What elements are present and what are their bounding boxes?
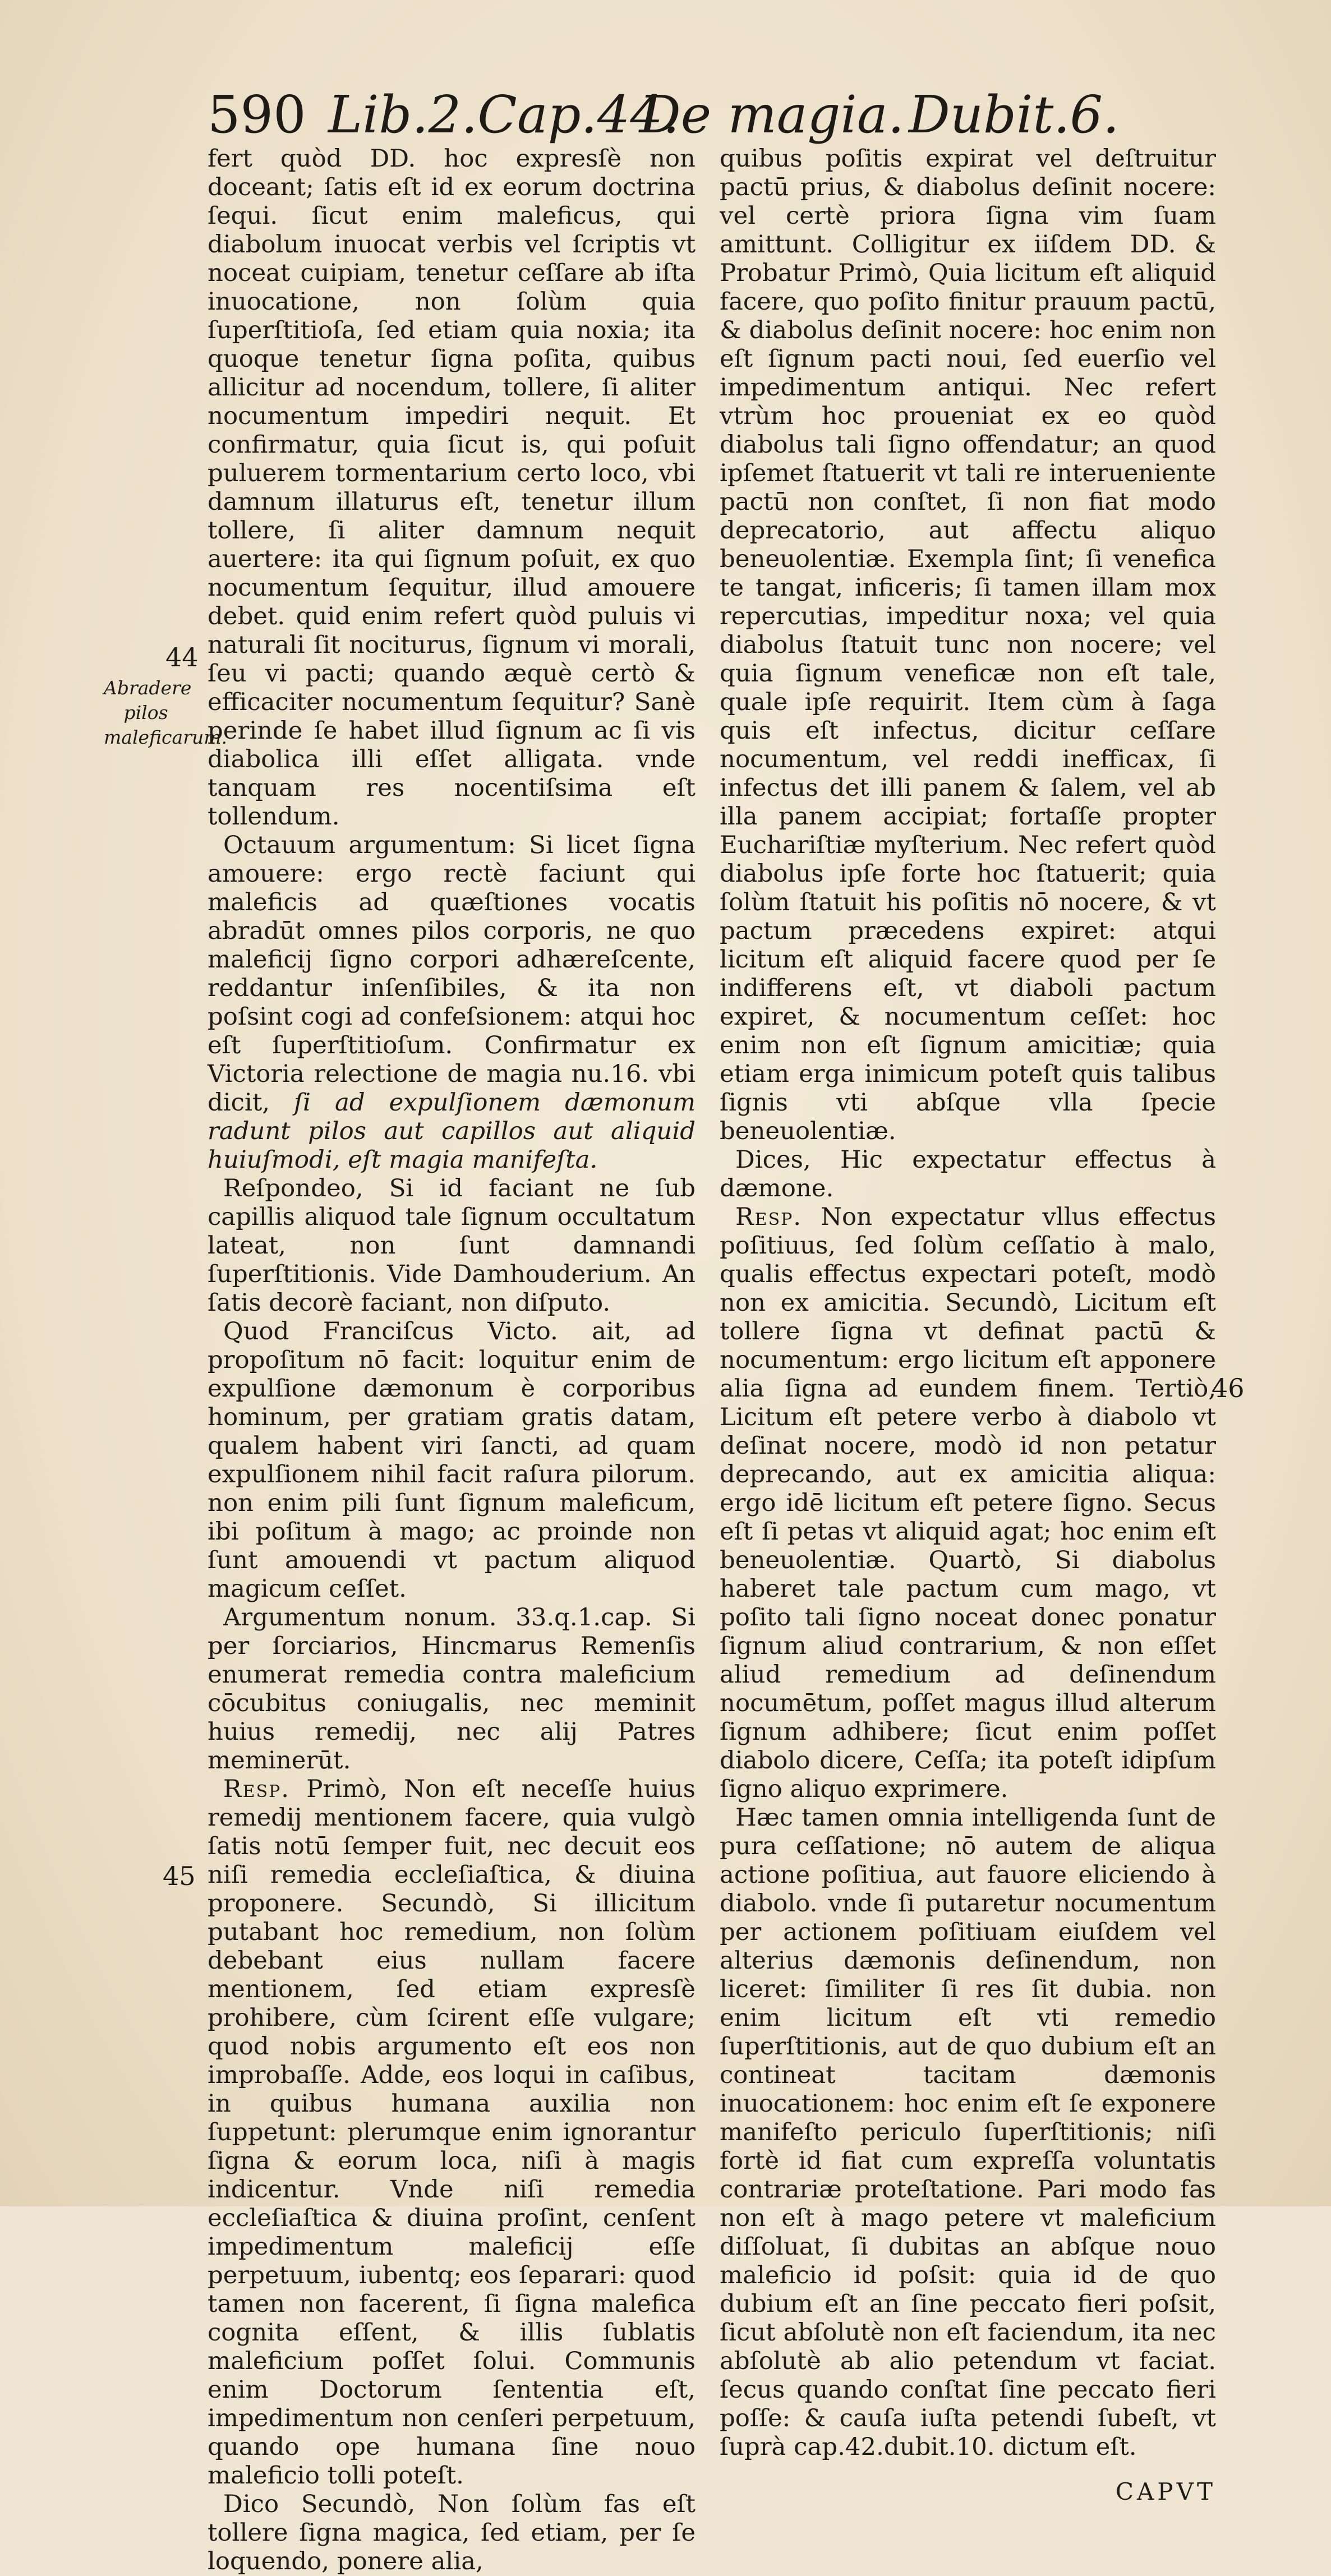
paragraph: [208, 1775, 696, 2490]
book-chapter: Lib.2.Cap.44.: [328, 85, 680, 145]
paragraph: Dices, Hic expectatur effectus à dæmone.: [720, 1146, 1216, 1202]
margin-note: Abradere pilos maleficarum.: [104, 677, 228, 748]
running-header: [208, 84, 1120, 146]
paragraph: Argumentum nonum. 33.q.1.cap. Si per ſorciarios, Hincmarus Remenſis enumerat remedia contra maleficium cōcubitus coniugalis, nec meminit huius remedij, nec alij Patres meminerūt.: [208, 1603, 696, 1775]
paragraph: Reſpondeo, Si id faciant ne ſub capillis aliquod tale ſignum occultatum lateat, non ſunt damnandi ſuperſtitionis. Vide Damhouderium. An ſatis decorè faciant, non diſputo.: [208, 1174, 696, 1317]
catchword: CAPVT: [1115, 2478, 1216, 2505]
resp-label: Resp.: [223, 1775, 291, 1803]
running-title: De magia.: [639, 85, 904, 145]
paragraph-text: Primò, Non eſt neceſſe huius remedij mentionem facere, quia vulgò ſatis notū ſemper fuit, nec decuit eos niſi remedia eccleſiaſtica, & diuina proponere. Secundò, Si illicitum putabant hoc remedium, non ſolùm debebant eius nullam facere mentionem, ſed etiam expresſè prohibere, cùm ſcirent eſſe vulgare; quod nobis argumento eſt eos non improbaſſe. Adde, eos loqui in caſibus, in quibus humana auxilia non ſuppetunt: plerumque enim ignorantur ſigna & eorum loca, niſi à magis indicentur. Vnde niſi remedia eccleſiaſtica & diuina proſint, cenſent impedimentum maleficij eſſe perpetuum, iubentq; eos ſeparari: quod tamen non facerent, ſi ſigna malefica cognita eſſent, & illis ſublatis maleficium poſſet ſolui. Communis enim Doctorum ſententia eſt, impedimentum non cenſeri perpetuum, quando ope humana ſine nouo maleficio tolli poteſt.: [208, 1775, 696, 2490]
paragraph: Dico Secundò, Non ſolùm fas eſt tollere ſigna magica, ſed etiam, per ſe loquendo, ponere alia,: [208, 2490, 696, 2575]
paragraph-text: Non expectatur vllus effectus poſitiuus, ſed ſolùm ceſſatio à malo, qualis effectus expectari poteſt, modò non ex amicitia. Secundò, Licitum eſt tollere ſigna vt definat pactū & nocumentum: ergo licitum eſt apponere alia ſigna ad eundem finem. Tertiò, Licitum eſt petere verbo à diabolo vt deſinat nocere, modò id non petatur deprecando, aut ex amicitia aliqua: ergo idē licitum eſt petere ſigno. Secus eſt ſi petas vt aliquid agat; hoc enim eſt beneuolentiæ. Quartò, Si diabolus haberet tale pactum cum mago, vt poſito tali ſigno noceat donec ponatur ſignum aliud contrarium, & non eſſet aliud remedium ad deſinendum nocumētum, poſſet magus illud alterum ſignum adhibere; ſicut enim poſſet diabolo dicere, Ceſſa; ita poteſt idipſum ſigno aliquo exprimere.: [720, 1203, 1216, 1803]
margin-number-44: 44: [165, 642, 199, 672]
margin-number-46: 46: [1212, 1373, 1245, 1403]
right-column: [720, 145, 1216, 2506]
paragraph: Quod Franciſcus Victo. ait, ad propoſitum nō facit: loquitur enim de expulſione dæmonum è corporibus hominum, per gratiam gratis datam, qualem habent viri ſancti, ad quam expulſionem nihil facit raſura pilorum. non enim pili ſunt ſignum maleficum, ibi poſitum à mago; ac proinde non ſunt amouendi vt pactum aliquod magicum ceſſet.: [208, 1317, 696, 1603]
paragraph: quibus poſitis expirat vel deſtruitur pactū prius, & diabolus deſinit nocere: vel certè priora ſigna vim ſuam amittunt. Colligitur ex iiſdem DD. & Probatur Primò, Quia licitum eſt aliquid facere, quo poſito finitur prauum pactū, & diabolus deſinit nocere: hoc enim non eſt ſignum pacti noui, ſed euerſio vel impedimentum antiqui. Nec refert vtrùm hoc proueniat ex eo quòd diabolus tali ſigno offendatur; an quod ipſemet ſtatuerit vt tali re interueniente pactū non conſtet, ſi non fiat modo deprecatorio, aut affectu aliquo beneuolentiæ. Exempla ſint; ſi venefica te tangat, inficeris; ſi tamen illam mox repercutias, impeditur noxa; vel quia diabolus ſtatuit tunc non nocere; vel quia ſignum veneficæ non eſt tale, quale ipſe requirit. Item cùm à ſaga quis eſt infectus, dicitur ceſſare nocumentum, vel reddi inefficax, ſi infectus det illi panem & ſalem, vel ab illa panem accipiat; fortaſſe propter Euchariſtiæ myſterium. Nec refert quòd diabolus ipſe forte hoc ſtatuerit; quia ſolùm ſtatuit his poſitis nō nocere, & vt pactum præcedens expiret: atqui licitum eſt aliquid facere quod per ſe indifferens eſt, vt diaboli pactum expiret, & nocumentum ceſſet: hoc enim non eſt ſignum amicitiæ; quia etiam erga inimicum poteſt quis talibus ſignis vti abſque vlla ſpecie beneuolentiæ.: [720, 145, 1216, 1145]
resp-label: Resp.: [735, 1203, 803, 1231]
paragraph-text: Octauum argumentum: Si licet ſigna amouere: ergo rectè faciunt qui maleficis ad quæſtiones vocatis abradūt omnes pilos corporis, ne quo maleficij ſigno corpori adhæreſcente, reddantur inſenſibiles, & ita non poſsint cogi ad confeſsionem: atqui hoc eſt ſuperſtitioſum. Confirmatur ex Victoria relectione de magia nu.16. vbi dicit,: [208, 831, 696, 1117]
paragraph: Hæc tamen omnia intelligenda ſunt de pura ceſſatione; nō autem de aliqua actione poſitiua, aut fauore eliciendo à diabolo. vnde ſi putaretur nocumentum per actionem poſitiuam eiuſdem vel alterius dæmonis deſinendum, non liceret: ſimiliter ſi res ſit dubia. non enim licitum eſt vti remedio ſuperſtitionis, aut de quo dubium eſt an contineat tacitam dæmonis inuocationem: hoc enim eſt ſe exponere manifeſto periculo ſuperſtitionis; niſi fortè id fiat cum expreſſa voluntatis contrariæ proteſtatione. Pari modo fas non eſt à mago petere vt maleficium diſſoluat, ſi dubitas an abſque nouo maleficio id poſsit: quia id de quo dubium eſt an ſine peccato fieri poſsit, ſicut abſolutè non eſt faciendum, ita nec abſolutè ab alio petendum vt faciat. ſecus quando conſtat ſine peccato fieri poſſe: & cauſa iuſta petendi ſubeſt, vt ſuprà cap.42.dubit.10. dictum eſt.: [720, 1804, 1216, 2461]
margin-number-45: 45: [163, 1861, 196, 1891]
paragraph: [208, 831, 696, 1174]
section-label: Dubit.6.: [909, 85, 1120, 145]
left-column: [208, 145, 696, 2576]
paragraph: fert quòd DD. hoc expresſè non doceant; ſatis eſt id ex eorum doctrina ſequi. ſicut enim maleficus, qui diabolum inuocat verbis vel ſcriptis vt noceat cuipiam, tenetur ceſſare ab iſta inuocatione, non ſolùm quia ſuperſtitioſa, ſed etiam quia noxia; ita quoque tenetur ſigna poſita, quibus allicitur ad nocendum, tollere, ſi aliter nocumentum impediri nequit. Et confirmatur, quia ſicut is, qui poſuit puluerem tormentarium certo loco, vbi damnum illaturus eſt, tenetur illum tollere, ſi aliter damnum nequit auertere: ita qui ſignum poſuit, ex quo nocumentum ſequitur, illud amouere debet. quid enim refert quòd puluis vi naturali ſit nociturus, ſignum vi morali, ſeu vi pacti; quando æquè certò & efficaciter nocumentum ſequitur? Sanè perinde ſe habet illud ſignum ac ſi vis diabolica illi eſſet alligata. vnde tanquam res nocentiſsima eſt tollendum.: [208, 145, 696, 831]
page-number: 590: [208, 85, 306, 145]
paragraph: [720, 1203, 1216, 1804]
quotation: ſi ad expulſionem dæmonum radunt pilos aut capillos aut aliquid huiuſmodi, eſt magia manifeſta.: [208, 1089, 696, 1174]
